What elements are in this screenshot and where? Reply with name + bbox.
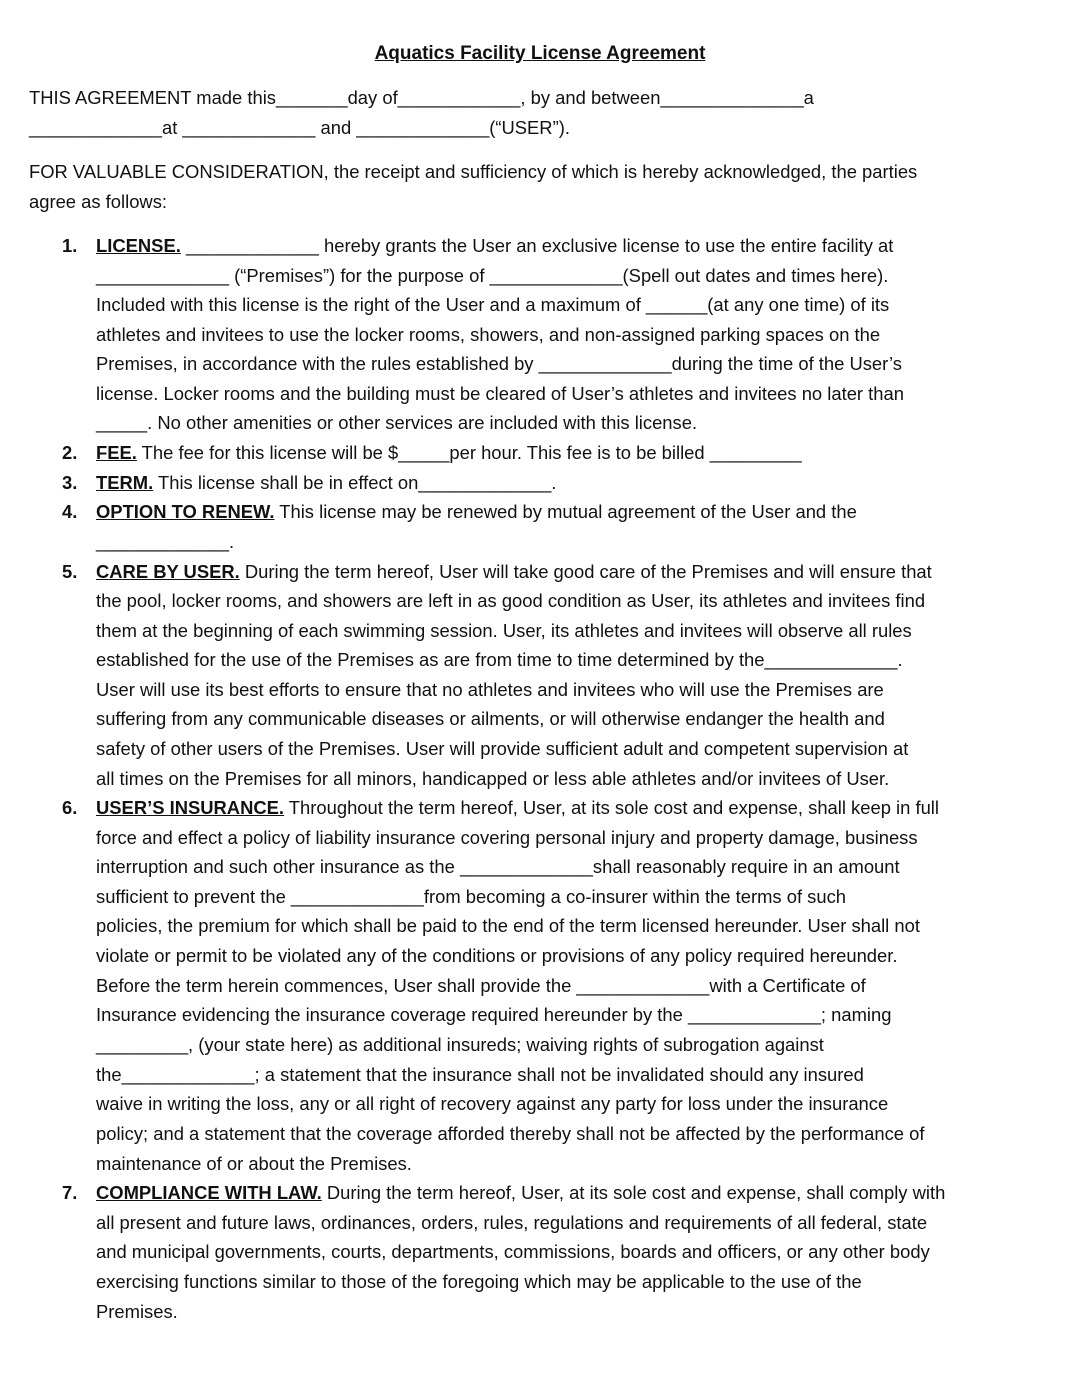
intro-line-1: THIS AGREEMENT made this_______day of____________, by and between______________a [29,87,814,108]
section-text: established for the use of the Premises as are from time to time determined by the_____________. [96,649,903,670]
section-text: The fee for this license will be $_____per hour. This fee is to be billed _________ [136,442,802,463]
section-7-line-1 [96,1181,945,1205]
section-text: the_____________; a statement that the insurance shall not be invalidated should any insured [96,1064,864,1085]
section-text: Included with this license is the right of the User and a maximum of ______(at any one time) of its [96,294,890,315]
section-text: exercising functions similar to those of the foregoing which may be applicable to the use of the [96,1271,862,1292]
section-text: interruption and such other insurance as the _____________shall reasonably require in an amount [96,856,900,877]
consideration-line-2: agree as follows: [29,191,168,212]
section-text: all times on the Premises for all minors, handicapped or less able athletes and/or invitees of User. [96,768,890,789]
section-text: policy; and a statement that the coverage afforded thereby shall not be affected by the performance of [96,1123,925,1144]
section-text: _____________ hereby grants the User an exclusive license to use the entire facility at [180,235,894,256]
section-heading: FEE. [96,442,137,463]
section-heading: OPTION TO RENEW. [96,501,275,522]
section-text: and municipal governments, courts, departments, commissions, boards and officers, or any other body [96,1241,930,1262]
section-text: _____________. [96,531,235,552]
section-text: During the term hereof, User will take good care of the Premises and will ensure that [239,561,932,582]
section-text: Premises, in accordance with the rules established by _____________during the time of the User’s [96,353,902,374]
section-text: suffering from any communicable diseases or ailments, or will otherwise endanger the health and [96,708,885,729]
section-text: athletes and invitees to use the locker rooms, showers, and non-assigned parking spaces on the [96,324,881,345]
section-number: 3. [62,472,78,493]
section-text: force and effect a policy of liability insurance covering personal injury and property damage, business [96,827,918,848]
document-title: Aquatics Facility License Agreement [374,43,706,64]
section-heading: LICENSE. [96,235,181,256]
section-text: Throughout the term hereof, User, at its sole cost and expense, shall keep in full [284,797,939,818]
section-text: _____. No other amenities or other services are included with this license. [96,412,698,433]
section-text: policies, the premium for which shall be paid to the end of the term licensed hereunder. User shall not [96,915,920,936]
section-number: 2. [62,442,78,463]
section-6-line-1 [96,796,939,820]
section-5-line-1 [96,560,932,584]
section-number: 1. [62,235,78,256]
section-heading: COMPLIANCE WITH LAW. [96,1182,322,1203]
intro-line-2: _____________at _____________ and _____________(“USER”). [29,117,570,138]
section-number: 5. [62,561,78,582]
section-text: This license may be renewed by mutual agreement of the User and the [274,501,857,522]
section-text: Before the term herein commences, User shall provide the _____________with a Certificate of [96,975,866,996]
section-text: violate or permit to be violated any of the conditions or provisions of any policy required hereunder. [96,945,898,966]
section-text: User will use its best efforts to ensure that no athletes and invitees who will use the Premises are [96,679,884,700]
section-3-line-1 [96,471,556,495]
section-text: all present and future laws, ordinances, orders, rules, regulations and requirements of all federal, state [96,1212,928,1233]
section-text: _________, (your state here) as additional insureds; waiving rights of subrogation against [96,1034,824,1055]
section-text: Premises. [96,1301,178,1322]
section-text: safety of other users of the Premises. User will provide sufficient adult and competent supervision at [96,738,909,759]
section-text: sufficient to prevent the _____________from becoming a co-insurer within the terms of such [96,886,847,907]
section-number: 4. [62,501,78,522]
section-text: license. Locker rooms and the building must be cleared of User’s athletes and invitees no later than [96,383,904,404]
section-text: them at the beginning of each swimming session. User, its athletes and invitees will observe all rules [96,620,912,641]
section-heading: USER’S INSURANCE. [96,797,285,818]
section-text: This license shall be in effect on_____________. [153,472,557,493]
section-2-line-1 [96,441,802,465]
section-number: 7. [62,1182,78,1203]
section-heading: TERM. [96,472,154,493]
section-number: 6. [62,797,78,818]
section-text: waive in writing the loss, any or all right of recovery against any party for loss under the insurance [96,1093,889,1114]
consideration-line-1: FOR VALUABLE CONSIDERATION, the receipt and sufficiency of which is hereby acknowledged, the parties [29,161,918,182]
section-heading: CARE BY USER. [96,561,240,582]
section-text: maintenance of or about the Premises. [96,1153,412,1174]
section-text: _____________ (“Premises”) for the purpose of _____________(Spell out dates and times here). [96,265,889,286]
section-text: the pool, locker rooms, and showers are left in as good condition as User, its athletes and invitees find [96,590,926,611]
section-text: Insurance evidencing the insurance coverage required hereunder by the _____________; naming [96,1004,892,1025]
section-4-line-1 [96,500,857,524]
section-1-line-1 [96,234,893,258]
section-text: During the term hereof, User, at its sole cost and expense, shall comply with [321,1182,946,1203]
